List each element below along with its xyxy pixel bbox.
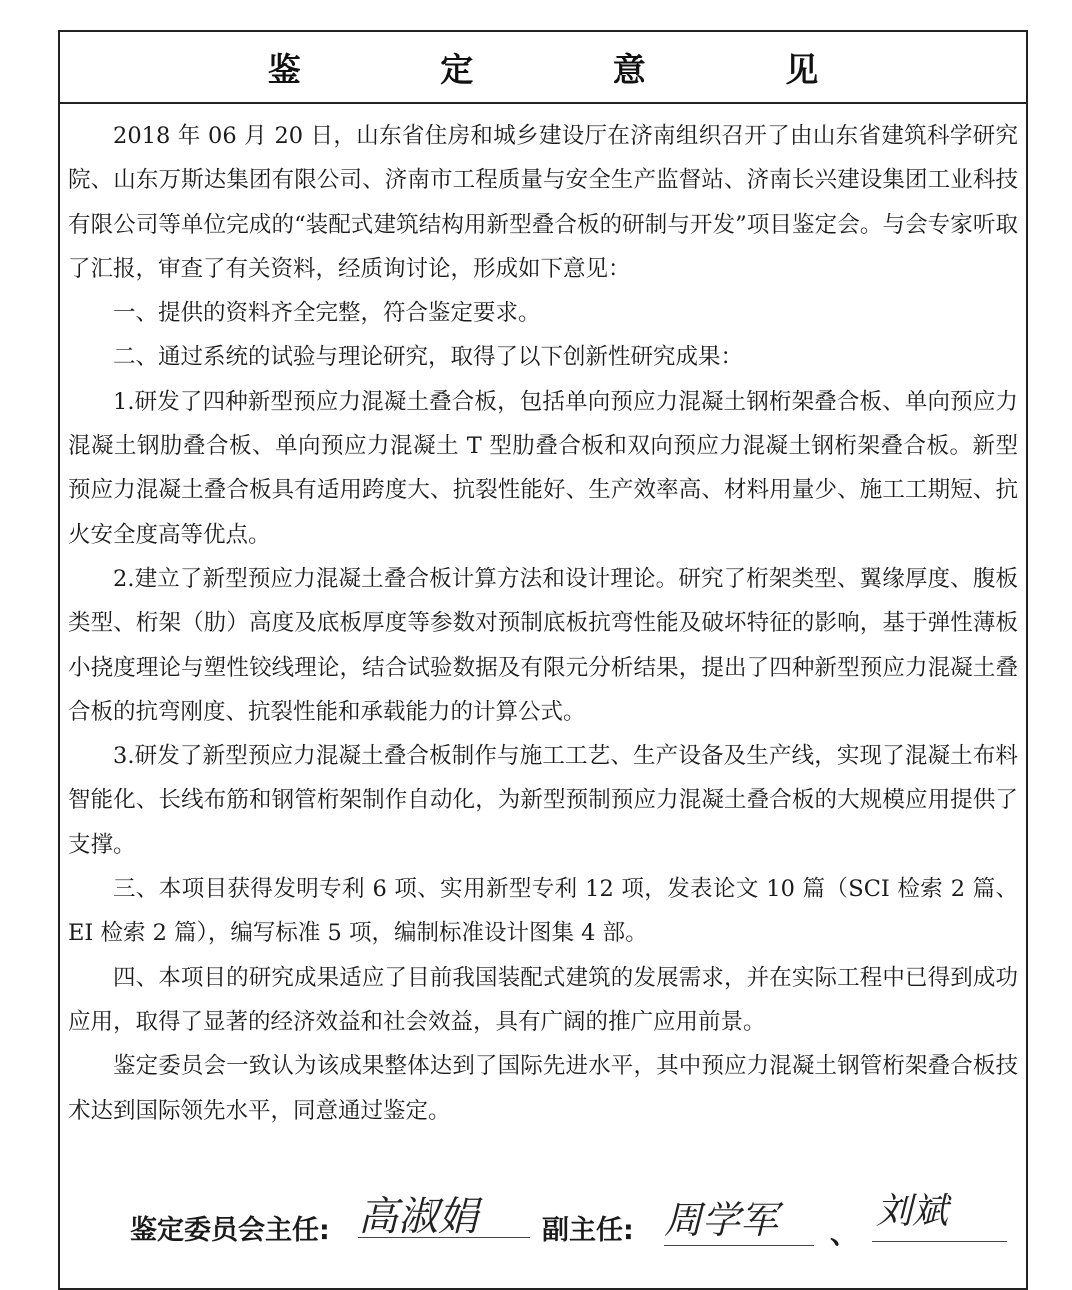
vice-chair-signature-2: 刘斌	[876, 1191, 949, 1232]
page-title: 鉴 定 意 见	[267, 49, 883, 89]
signature-separator: 、	[830, 1217, 859, 1250]
vice-signature-line-2	[872, 1241, 1007, 1242]
chair-signature: 高淑娟	[358, 1194, 478, 1240]
paragraph-result-2: 2.建立了新型预应力混凝土叠合板计算方法和设计理论。研究了桁架类型、翼缘厚度、腹板类型、桁架（肋）高度及底板厚度等参数对预制底板抗弯性能及破坏特征的影响，基于弹性薄板小挠度理论与塑性铰线理论，结合试验数据及有限元分析结果，提出了四种新型预应力混凝土叠合板的抗弯刚度、抗裂性能和承载能力的计算公式。	[68, 565, 1018, 725]
paragraph-result-1: 1.研发了四种新型预应力混凝土叠合板，包括单向预应力混凝土钢桁架叠合板、单向预应力混凝土钢肋叠合板、单向预应力混凝土 T 型肋叠合板和双向预应力混凝土钢桁架叠合板。新型预应力混凝土叠合板具有适用跨度大、抗裂性能好、生产效率高、材料用量少、施工工期短、抗火安全度高等优点。	[68, 388, 1018, 548]
paragraph-opinion-3: 三、本项目获得发明专利 6 项、实用新型专利 12 项，发表论文 10 篇（SCI 检索 2 篇、EI 检索 2 篇），编写标准 5 项，编制标准设计图集 4 部。	[68, 876, 1018, 947]
chair-label: 鉴定委员会主任:	[130, 1215, 330, 1246]
vice-signature-line-1	[664, 1245, 814, 1246]
appraisal-form-frame	[58, 30, 1028, 1290]
paragraph-opinion-2: 二、通过系统的试验与理论研究，取得了以下创新性研究成果：	[113, 344, 744, 371]
signature-row	[72, 1175, 1062, 1275]
chair-signature-line	[358, 1237, 530, 1238]
vice-chair-label: 副主任:	[542, 1215, 634, 1246]
paragraph-opinion-1: 一、提供的资料齐全完整，符合鉴定要求。	[113, 300, 541, 327]
paragraph-intro: 2018 年 06 月 20 日，山东省住房和城乡建设厅在济南组织召开了由山东省建筑科学研究院、山东万斯达集团有限公司、济南市工程质量与安全生产监督站、济南长兴建设集团工业科技有限公司等单位完成的“装配式建筑结构用新型叠合板的研制与开发”项目鉴定会。与会专家听取了汇报，审查了有关资料，经质询讨论，形成如下意见：	[68, 123, 1018, 282]
vice-chair-signature-1: 周学军	[664, 1198, 779, 1242]
paragraph-conclusion: 鉴定委员会一致认为该成果整体达到了国际先进水平，其中预应力混凝土钢管桁架叠合板技术达到国际领先水平，同意通过鉴定。	[68, 1053, 1018, 1124]
paragraph-result-3: 3.研发了新型预应力混凝土叠合板制作与施工工艺、生产设备及生产线，实现了混凝土布料智能化、长线布筋和钢管桁架制作自动化，为新型预制预应力混凝土叠合板的大规模应用提供了支撑。	[68, 743, 1018, 858]
title-row	[60, 32, 1026, 104]
paragraph-opinion-4: 四、本项目的研究成果适应了目前我国装配式建筑的发展需求，并在实际工程中已得到成功应用，取得了显著的经济效益和社会效益，具有广阔的推广应用前景。	[68, 964, 1018, 1035]
appraisal-body	[68, 114, 1018, 1133]
